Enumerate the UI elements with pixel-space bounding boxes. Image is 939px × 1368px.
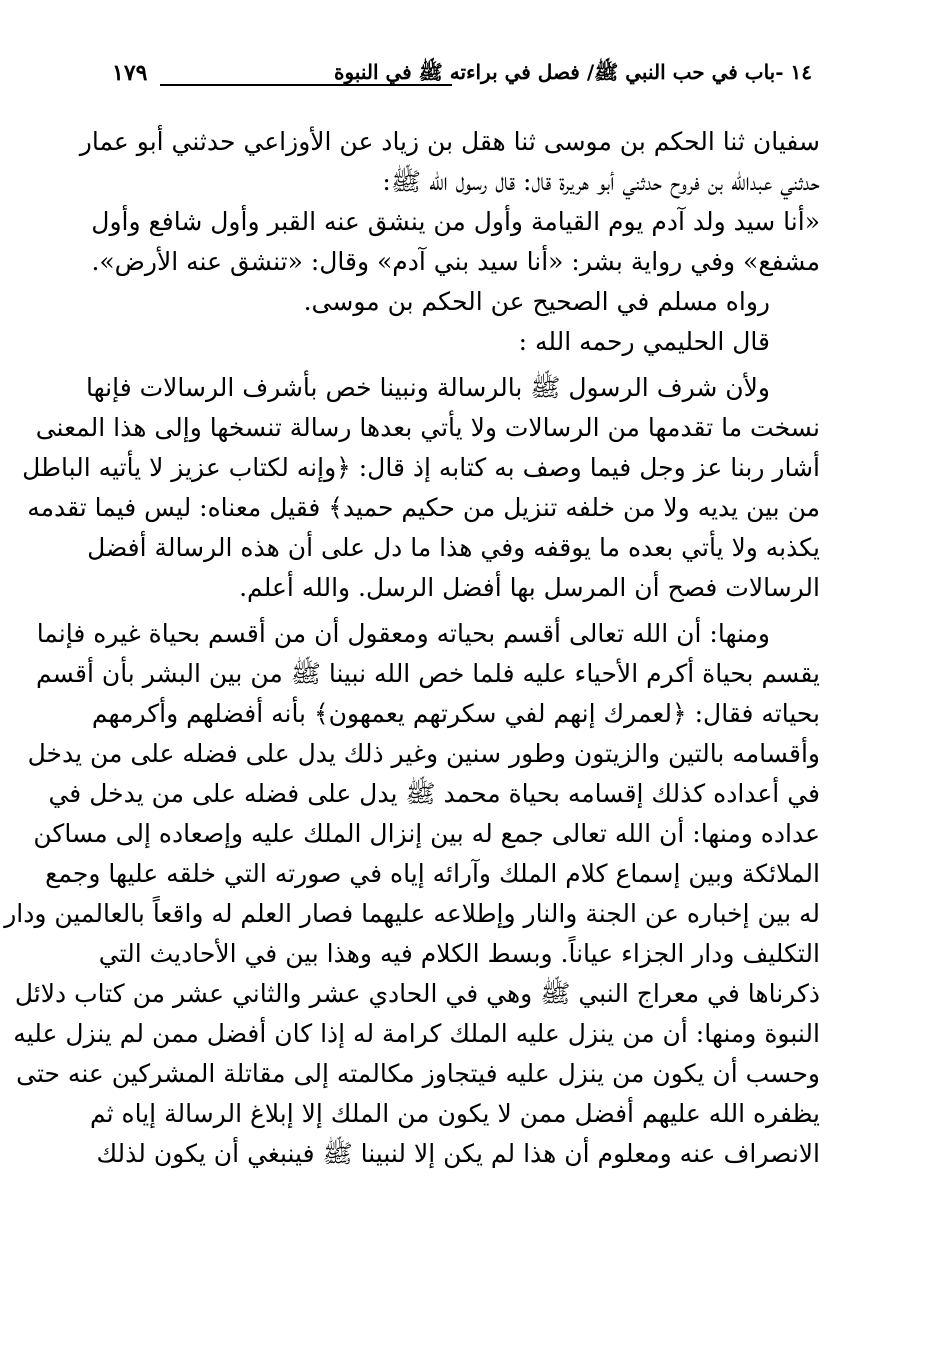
text-line: يقسم بحياة أكرم الأحياء عليه فلما خص الله نبينا ﷺ من بين البشر بأن أقسم (36, 659, 820, 688)
text-line: عداده ومنها: أن الله تعالى جمع له بين إنزال الملك عليه وإصعاده إلى مساكن (33, 819, 820, 848)
paragraph (100, 282, 820, 322)
text-line: من بين يديه ولا من خلفه تنزيل من حكيم حميد﴾ فقيل معناه: ليس فيما تقدمه (27, 493, 820, 522)
page-number: ١٧٩ (112, 60, 148, 86)
text-line: وحسب أن يكون من ينزل عليه فيتجاوز مكالمته إلى مقاتلة المشركين عنه حتى (16, 1059, 820, 1088)
text-line: حدثني عبدالله بن فروح حدثني أبو هريرة قال: قال رسول الله ﷺ: (382, 167, 820, 196)
paragraph (100, 322, 820, 362)
text-line: وأقسامه بالتين والزيتون وطور سنين وغير ذلك يدل على فضله على من يدخل (27, 739, 820, 768)
text-line: في أعداده كذلك إقسامه بحياة محمد ﷺ يدل على فضله على من يدخل في (48, 779, 820, 808)
page-header (112, 58, 812, 98)
text-line: مشفع» وفي رواية بشر: «أنا سيد بني آدم» وقال: «تنشق عنه الأرض». (91, 247, 820, 276)
paragraph (79, 122, 820, 202)
text-line: يظفره الله عليهم أفضل ممن لا يكون من الملك إلا إبلاغ الرسالة إياه ثم (89, 1099, 820, 1128)
text-line: قال الحليمي رحمه الله : (518, 327, 770, 356)
text-line: يكذبه ولا يأتي بعده ما يوقفه وفي هذا ما دل على أن هذه الرسالة أفضل (87, 533, 820, 562)
text-line: الانصراف عنه ومعلوم أن هذا لم يكن إلا لنبينا ﷺ فينبغي أن يكون لذلك (96, 1139, 820, 1168)
text-line: الملائكة وبين إسماع كلام الملك وآرائه إياه في صورته التي خلقه عليها وجمع (45, 859, 820, 888)
text-line: «أنا سيد ولد آدم يوم القيامة وأول من ينشق عنه القبر وأول شافع وأول (91, 207, 820, 236)
running-title: ١٤ -باب في حب النبي ﷺ/ فصل في براءته ﷺ في النبوة (333, 60, 812, 84)
text-line: الرسالات فصح أن المرسل بها أفضل الرسل. والله أعلم. (239, 573, 820, 602)
text-line: سفيان ثنا الحكم بن موسى ثنا هقل بن زياد عن الأوزاعي حدثني أبو عمار (79, 127, 820, 156)
text-line: له بين إخباره عن الجنة والنار وإطلاعه عليهما فصار العلم له واقعاً بالعالمين ودار (4, 899, 820, 928)
text-line: التكليف ودار الجزاء عياناً. وبسط الكلام فيه وهذا بين في الأحاديث التي (98, 939, 820, 968)
text-line: ومنها: أن الله تعالى أقسم بحياته ومعقول أن من أقسم بحياة غيره فإنما (36, 619, 770, 648)
paragraph (4, 614, 820, 1174)
text-line: ذكرناها في معراج النبي ﷺ وهي في الحادي عشر والثاني عشر من كتاب دلائل (14, 979, 820, 1008)
text-line: نسخت ما تقدمها من الرسالات ولا يأتي بعدها رسالة تنسخها وإلى هذا المعنى (35, 413, 820, 442)
paragraph (91, 202, 820, 282)
text-line: النبوة ومنها: أن من ينزل عليه الملك كرامة له إذا كان أفضل ممن لم ينزل عليه (13, 1019, 820, 1048)
body-text (4, 122, 820, 1174)
text-line: أشار ربنا عز وجل فيما وصف به كتابه إذ قال: ﴿وإنه لكتاب عزيز لا يأتيه الباطل (22, 453, 820, 482)
text-line: ولأن شرف الرسول ﷺ بالرسالة ونبينا خص بأشرف الرسالات فإنها (86, 373, 770, 402)
text-line: بحياته فقال: ﴿لعمرك إنهم لفي سكرتهم يعمهون﴾ بأنه أفضلهم وأكرمهم (91, 699, 820, 728)
paragraph (22, 368, 820, 608)
text-line: رواه مسلم في الصحيح عن الحكم بن موسى. (303, 287, 770, 316)
